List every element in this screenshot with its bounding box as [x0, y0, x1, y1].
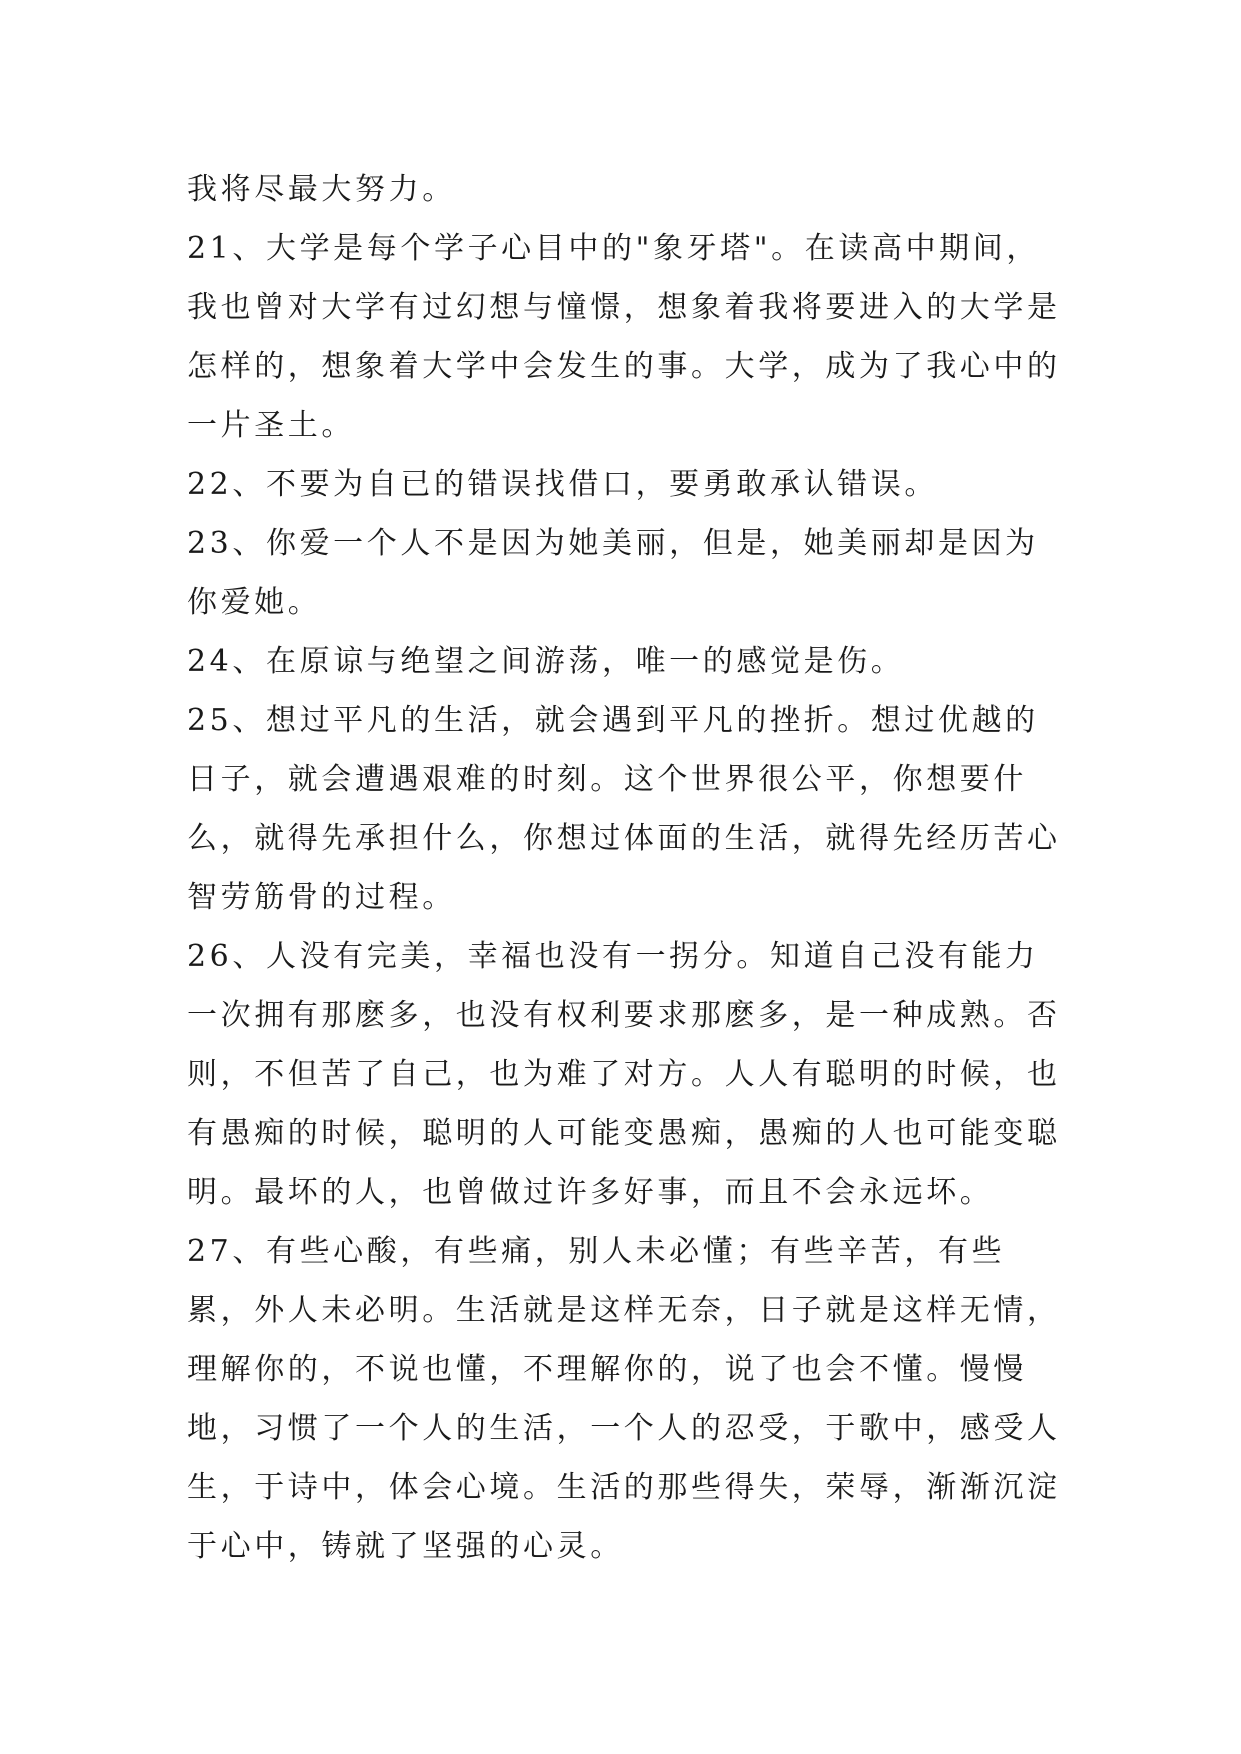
- paragraph-22: 22、不要为自已的错误找借口，要勇敢承认错误。: [187, 467, 938, 502]
- paragraph-25: 25、想过平凡的生活，就会遇到平凡的挫折。想过优越的日子，就会遭遇艰难的时刻。这个世界很公平，你想要什么，就得先承担什么，你想过体面的生活，就得先经历苦心智劳筋骨的过程。: [187, 703, 1061, 915]
- paragraph-21: 21、大学是每个学子心目中的"象牙塔"。在读高中期间，我也曾对大学有过幻想与憧憬，想象着我将要进入的大学是怎样的，想象着大学中会发生的事。大学，成为了我心中的一片圣土。: [187, 231, 1061, 443]
- paragraph-26: 26、人没有完美，幸福也没有一拐分。知道自己没有能力一次拥有那麽多，也没有权利要求那麽多，是一种成熟。否则，不但苦了自己，也为难了对方。人人有聪明的时候，也有愚痴的时候，聪明的人可能变愚痴，愚痴的人也可能变聪明。最坏的人，也曾做过许多好事，而且不会永远坏。: [187, 939, 1061, 1210]
- paragraph-23: 23、你爱一个人不是因为她美丽，但是，她美丽却是因为你爱她。: [187, 526, 1039, 620]
- paragraph-27: 27、有些心酸，有些痛，别人未必懂；有些辛苦，有些累，外人未必明。生活就是这样无奈，日子就是这样无情，理解你的，不说也懂，不理解你的，说了也会不懂。慢慢地，习惯了一个人的生活，一个人的忍受，于歌中，感受人生，于诗中，体会心境。生活的那些得失，荣辱，渐渐沉淀于心中，铸就了坚强的心灵。: [187, 1234, 1061, 1564]
- paragraph-24: 24、在原谅与绝望之间游荡，唯一的感觉是伤。: [187, 644, 905, 679]
- document-body: [187, 160, 1067, 1576]
- paragraph-continuation: 我将尽最大努力。: [187, 172, 456, 207]
